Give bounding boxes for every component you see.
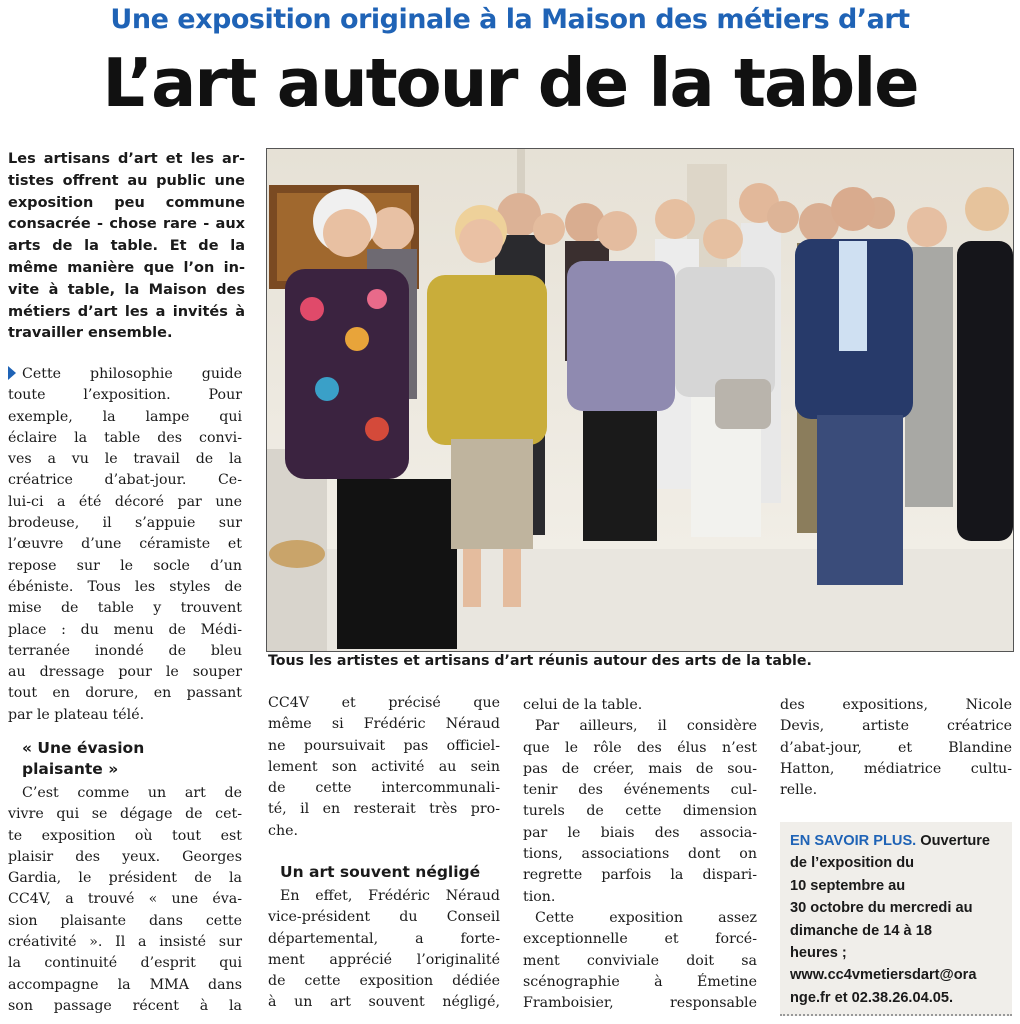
body-line: ne poursuivait pas officiel-	[268, 737, 500, 754]
column-4	[780, 695, 1012, 801]
lead-line: exposition peu commune	[8, 194, 245, 211]
article-headline: L’art autour de la table	[102, 44, 918, 122]
body-line: créatrice d’abat-jour. Ce-	[8, 472, 242, 489]
body-line: ves a vu le travail de la	[8, 451, 242, 468]
paragraph-marker-icon	[8, 366, 16, 380]
body-line: plaisir des yeux. Georges	[8, 848, 242, 865]
body-line: de cette exposition dédiée	[268, 973, 500, 990]
body-line: exemple, la lampe qui	[8, 408, 242, 425]
group-photo	[266, 148, 1014, 652]
subhead-evasion: « Une évasion plaisante »	[22, 739, 145, 778]
body-line: départemental, a forte-	[268, 930, 500, 947]
body-line: par le plateau télé.	[8, 706, 145, 723]
info-line: dimanche de 14 à 18	[790, 922, 932, 939]
body-line: exceptionnelle et forcé-	[523, 931, 757, 948]
lead-line: métiers d’art les a invités à	[8, 303, 245, 320]
body-line: che.	[268, 822, 298, 839]
body-line: l’œuvre d’une céramiste et	[8, 536, 242, 553]
body-line: créativité ». Il a insisté sur	[8, 934, 242, 951]
column-2-continued	[268, 886, 500, 1014]
column-1	[8, 364, 242, 726]
lead-line: consacrée - chose rare - aux	[8, 216, 245, 233]
body-line: te exposition où tout est	[8, 827, 242, 844]
body-line: vivre qui se dégage de cet-	[8, 806, 242, 823]
body-line: lui-ci a été décoré par une	[8, 493, 242, 510]
body-line: ment apprécié l’originalité	[268, 951, 500, 968]
body-line: brodeuse, il s’appuie sur	[8, 515, 242, 532]
body-line: tions, associations dont on	[523, 846, 757, 863]
article-kicker: Une exposition originale à la Maison des métiers d’art	[110, 4, 910, 35]
body-line: la continuité d’esprit qui	[8, 955, 242, 972]
body-line: CC4V et précisé que	[268, 695, 500, 711]
body-line: mise de table y trouvent	[8, 600, 242, 617]
info-line: de l’exposition du	[790, 855, 915, 872]
body-line: tion.	[523, 888, 556, 905]
body-line: Gardia, le président de la	[8, 870, 242, 887]
body-line: sion plaisante dans cette	[8, 912, 242, 929]
body-line: d’abat-jour, et Blandine	[780, 739, 1012, 756]
body-line: place : du menu de Médi-	[8, 621, 242, 638]
lead-line: tistes offrent au public une	[8, 172, 245, 189]
info-line: 30 octobre du mercredi au	[790, 900, 973, 917]
body-line: scénographie à Émetine	[523, 973, 757, 990]
body-line: par le biais des associa-	[523, 824, 757, 841]
body-line: celui de la table.	[523, 697, 643, 713]
photo-caption: Tous les artistes et artisans d’art réunis autour des arts de la table.	[268, 653, 812, 669]
body-line: de cette intercommunali-	[268, 780, 500, 797]
body-line: Cette philosophie guide	[8, 364, 242, 385]
info-box	[780, 822, 1012, 1016]
body-line: Hatton, médiatrice cultu-	[780, 760, 1012, 777]
body-line: à un art souvent négligé,	[268, 994, 500, 1011]
body-line: accompagne la MMA dans	[8, 976, 242, 993]
body-line: même si Frédéric Néraud	[268, 716, 500, 733]
info-text	[790, 830, 1005, 1009]
body-line: repose sur le socle d’un	[8, 557, 242, 574]
body-line: ment conviviale doit sa	[523, 952, 757, 969]
body-line: au dressage pour le souper	[8, 664, 242, 681]
body-line: Devis, artiste créatrice	[780, 718, 1012, 735]
body-line: Cette exposition assez	[535, 909, 757, 926]
body-line: té, il en resterait très pro-	[268, 801, 500, 818]
column-3	[523, 695, 757, 1014]
body-line: relle.	[780, 782, 818, 799]
body-line: son passage récent à la	[8, 997, 242, 1014]
body-line: turels de cette dimension	[523, 803, 757, 820]
info-label: EN SAVOIR PLUS.	[790, 833, 917, 849]
body-line: que le rôle des élus n’est	[523, 739, 757, 756]
lead-line: Les artisans d’art et les ar-	[8, 151, 245, 167]
info-line: 10 septembre au	[790, 877, 906, 894]
body-line: lement son activité au sein	[268, 758, 500, 775]
lead-line: vite à table, la Maison des	[8, 281, 245, 298]
body-line: tout en dorure, en passant	[8, 685, 242, 702]
subhead-art-neglige: Un art souvent négligé	[280, 863, 481, 881]
body-line: des expositions, Nicole	[780, 697, 1012, 713]
body-line: C’est comme un art de	[22, 785, 242, 801]
info-line: EN SAVOIR PLUS. Ouverture	[790, 833, 991, 849]
body-line: Par ailleurs, il considère	[535, 718, 757, 735]
body-line: tenir des événements cul-	[523, 782, 757, 799]
body-line: En effet, Frédéric Néraud	[280, 888, 500, 904]
lead-line: arts de la table. Et de la	[8, 238, 245, 255]
column-1-continued	[8, 783, 242, 1017]
column-2	[268, 693, 500, 842]
body-line: regrette parfois la dispari-	[523, 867, 757, 884]
body-line: éclaire la table des convi-	[8, 429, 242, 446]
body-line: CC4V, a trouvé « une éva-	[8, 891, 242, 908]
info-website-link[interactable]: www.cc4vmetiersdart@ora	[790, 967, 977, 984]
lead-line: même manière que l’on in-	[8, 259, 245, 276]
body-line: Framboisier, responsable	[523, 995, 757, 1012]
info-line: nge.fr et 02.38.26.04.05.	[790, 989, 954, 1006]
info-line: heures ;	[790, 945, 847, 962]
body-line: vice-président du Conseil	[268, 909, 500, 926]
body-line: ébéniste. Tous les styles de	[8, 578, 242, 595]
lead-line: travailler ensemble.	[8, 325, 173, 342]
body-line: terranée inondé de bleu	[8, 642, 242, 659]
body-line: pas de créer, mais de sou-	[523, 760, 757, 777]
group-photo-illustration	[267, 149, 1013, 651]
body-line: toute l’exposition. Pour	[8, 387, 242, 404]
lead-paragraph	[8, 149, 245, 345]
